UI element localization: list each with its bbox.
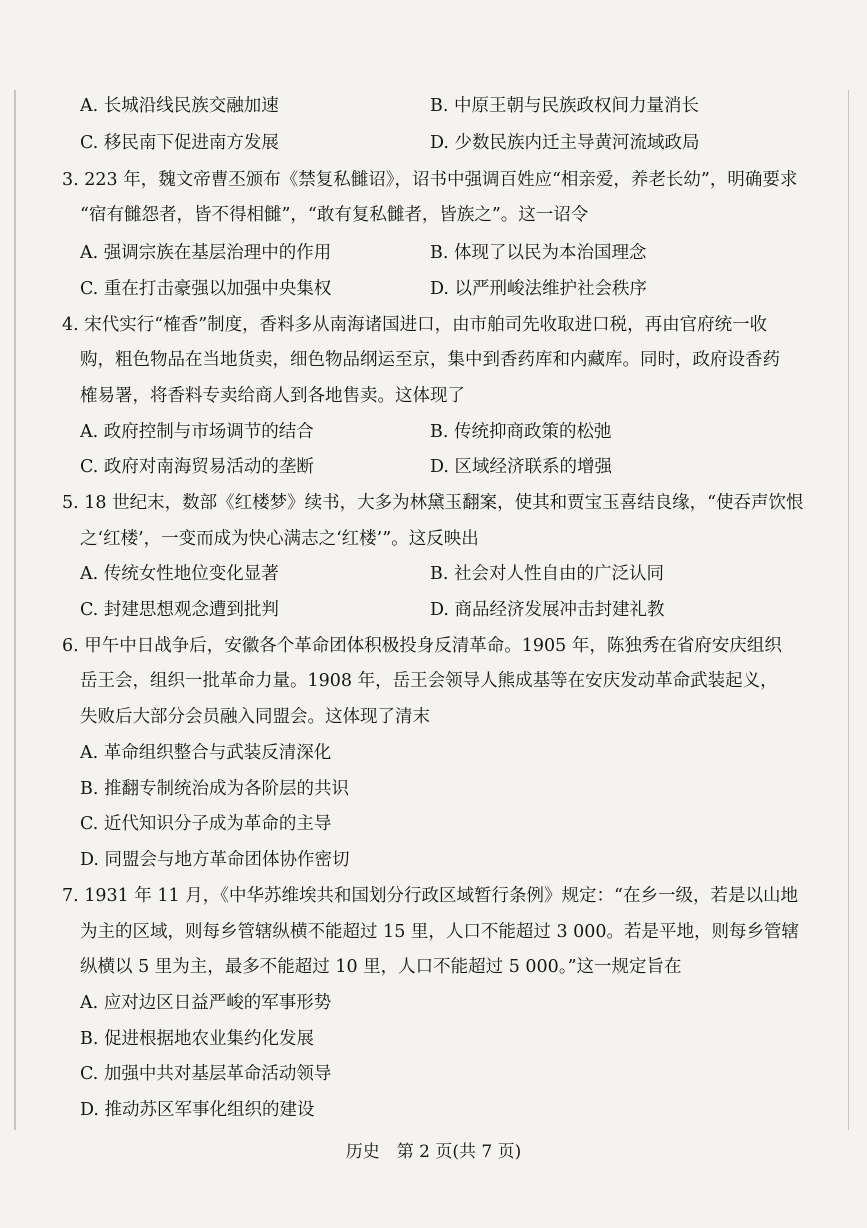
scan-edge-shadow <box>14 90 16 1130</box>
q5-stem-line2: 之‘红楼’，一变而成为快心满志之‘红楼’”。这反映出 <box>80 529 479 549</box>
q4-option-a: A. 政府控制与市场调节的结合 <box>80 422 314 442</box>
q2-option-c: C. 移民南下促进南方发展 <box>80 133 279 153</box>
q4-option-d: D. 区域经济联系的增强 <box>430 457 613 477</box>
q5-stem-line1: 5. 18 世纪末，数部《红楼梦》续书，大多为林黛玉翻案，使其和贾宝玉喜结良缘，“使吞声饮恨 <box>62 493 804 513</box>
q7-option-c: C. 加强中共对基层革命活动领导 <box>80 1064 332 1084</box>
q4-stem-line1: 4. 宋代实行“榷香”制度，香料多从南海诸国进口，由市舶司先收取进口税，再由官府统一收 <box>62 315 768 335</box>
q7-stem-line2: 为主的区域，则每乡管辖纵横不能超过 15 里，人口不能超过 3 000。若是平地，则每乡管辖 <box>80 922 800 942</box>
q7-stem-line1: 7. 1931 年 11 月，《中华苏维埃共和国划分行政区域暂行条例》规定：“在乡一级，若是以山地 <box>62 886 798 906</box>
page-footer: 历史 第 2 页(共 7 页) <box>345 1142 522 1162</box>
q6-stem-line2: 岳王会，组织一批革命力量。1908 年，岳王会领导人熊成基等在安庆发动革命武装起义， <box>80 671 778 691</box>
q2-option-b: B. 中原王朝与民族政权间力量消长 <box>430 96 699 116</box>
q6-stem-line3: 失败后大部分会员融入同盟会。这体现了清末 <box>80 707 430 727</box>
q3-option-c: C. 重在打击豪强以加强中央集权 <box>80 279 332 299</box>
q7-option-d: D. 推动苏区军事化组织的建设 <box>80 1100 315 1120</box>
q5-option-b: B. 社会对人性自由的广泛认同 <box>430 564 664 584</box>
q6-stem-line1: 6. 甲午中日战争后，安徽各个革命团体积极投身反清革命。1905 年，陈独秀在省府安庆组织 <box>62 636 782 656</box>
q4-stem-line2: 购，粗色物品在当地货卖，细色物品纲运至京，集中到香药库和内藏库。同时，政府设香药 <box>80 350 780 370</box>
q3-option-b: B. 体现了以民为本治国理念 <box>430 243 647 263</box>
q5-option-a: A. 传统女性地位变化显著 <box>80 564 279 584</box>
q6-option-c: C. 近代知识分子成为革命的主导 <box>80 814 332 834</box>
q4-option-b: B. 传统抑商政策的松弛 <box>430 422 612 442</box>
scan-edge-shadow-right <box>848 90 849 1130</box>
q4-option-c: C. 政府对南海贸易活动的垄断 <box>80 457 314 477</box>
q7-option-a: A. 应对边区日益严峻的军事形势 <box>80 993 332 1013</box>
q7-stem-line3: 纵横以 5 里为主，最多不能超过 10 里，人口不能超过 5 000。”这一规定旨在 <box>80 957 682 977</box>
q6-option-d: D. 同盟会与地方革命团体协作密切 <box>80 850 350 870</box>
q4-stem-line3: 榷易署，将香料专卖给商人到各地售卖。这体现了 <box>80 386 465 406</box>
q7-option-b: B. 促进根据地农业集约化发展 <box>80 1029 314 1049</box>
q3-stem-line2: “宿有雠怨者，皆不得相雠”，“敢有复私雠者，皆族之”。这一诏令 <box>80 205 589 225</box>
q3-option-d: D. 以严刑峻法维护社会秩序 <box>430 279 648 299</box>
q2-option-a: A. 长城沿线民族交融加速 <box>80 96 279 116</box>
q6-option-b: B. 推翻专制统治成为各阶层的共识 <box>80 779 349 799</box>
q3-stem-line1: 3. 223 年，魏文帝曹丕颁布《禁复私雠诏》，诏书中强调百姓应“相亲爱，养老长幼”，明确要求 <box>62 170 798 190</box>
q5-option-d: D. 商品经济发展冲击封建礼教 <box>430 600 665 620</box>
q6-option-a: A. 革命组织整合与武装反清深化 <box>80 743 332 763</box>
q5-option-c: C. 封建思想观念遭到批判 <box>80 600 279 620</box>
q2-option-d: D. 少数民族内迁主导黄河流域政局 <box>430 133 700 153</box>
q3-option-a: A. 强调宗族在基层治理中的作用 <box>80 243 332 263</box>
